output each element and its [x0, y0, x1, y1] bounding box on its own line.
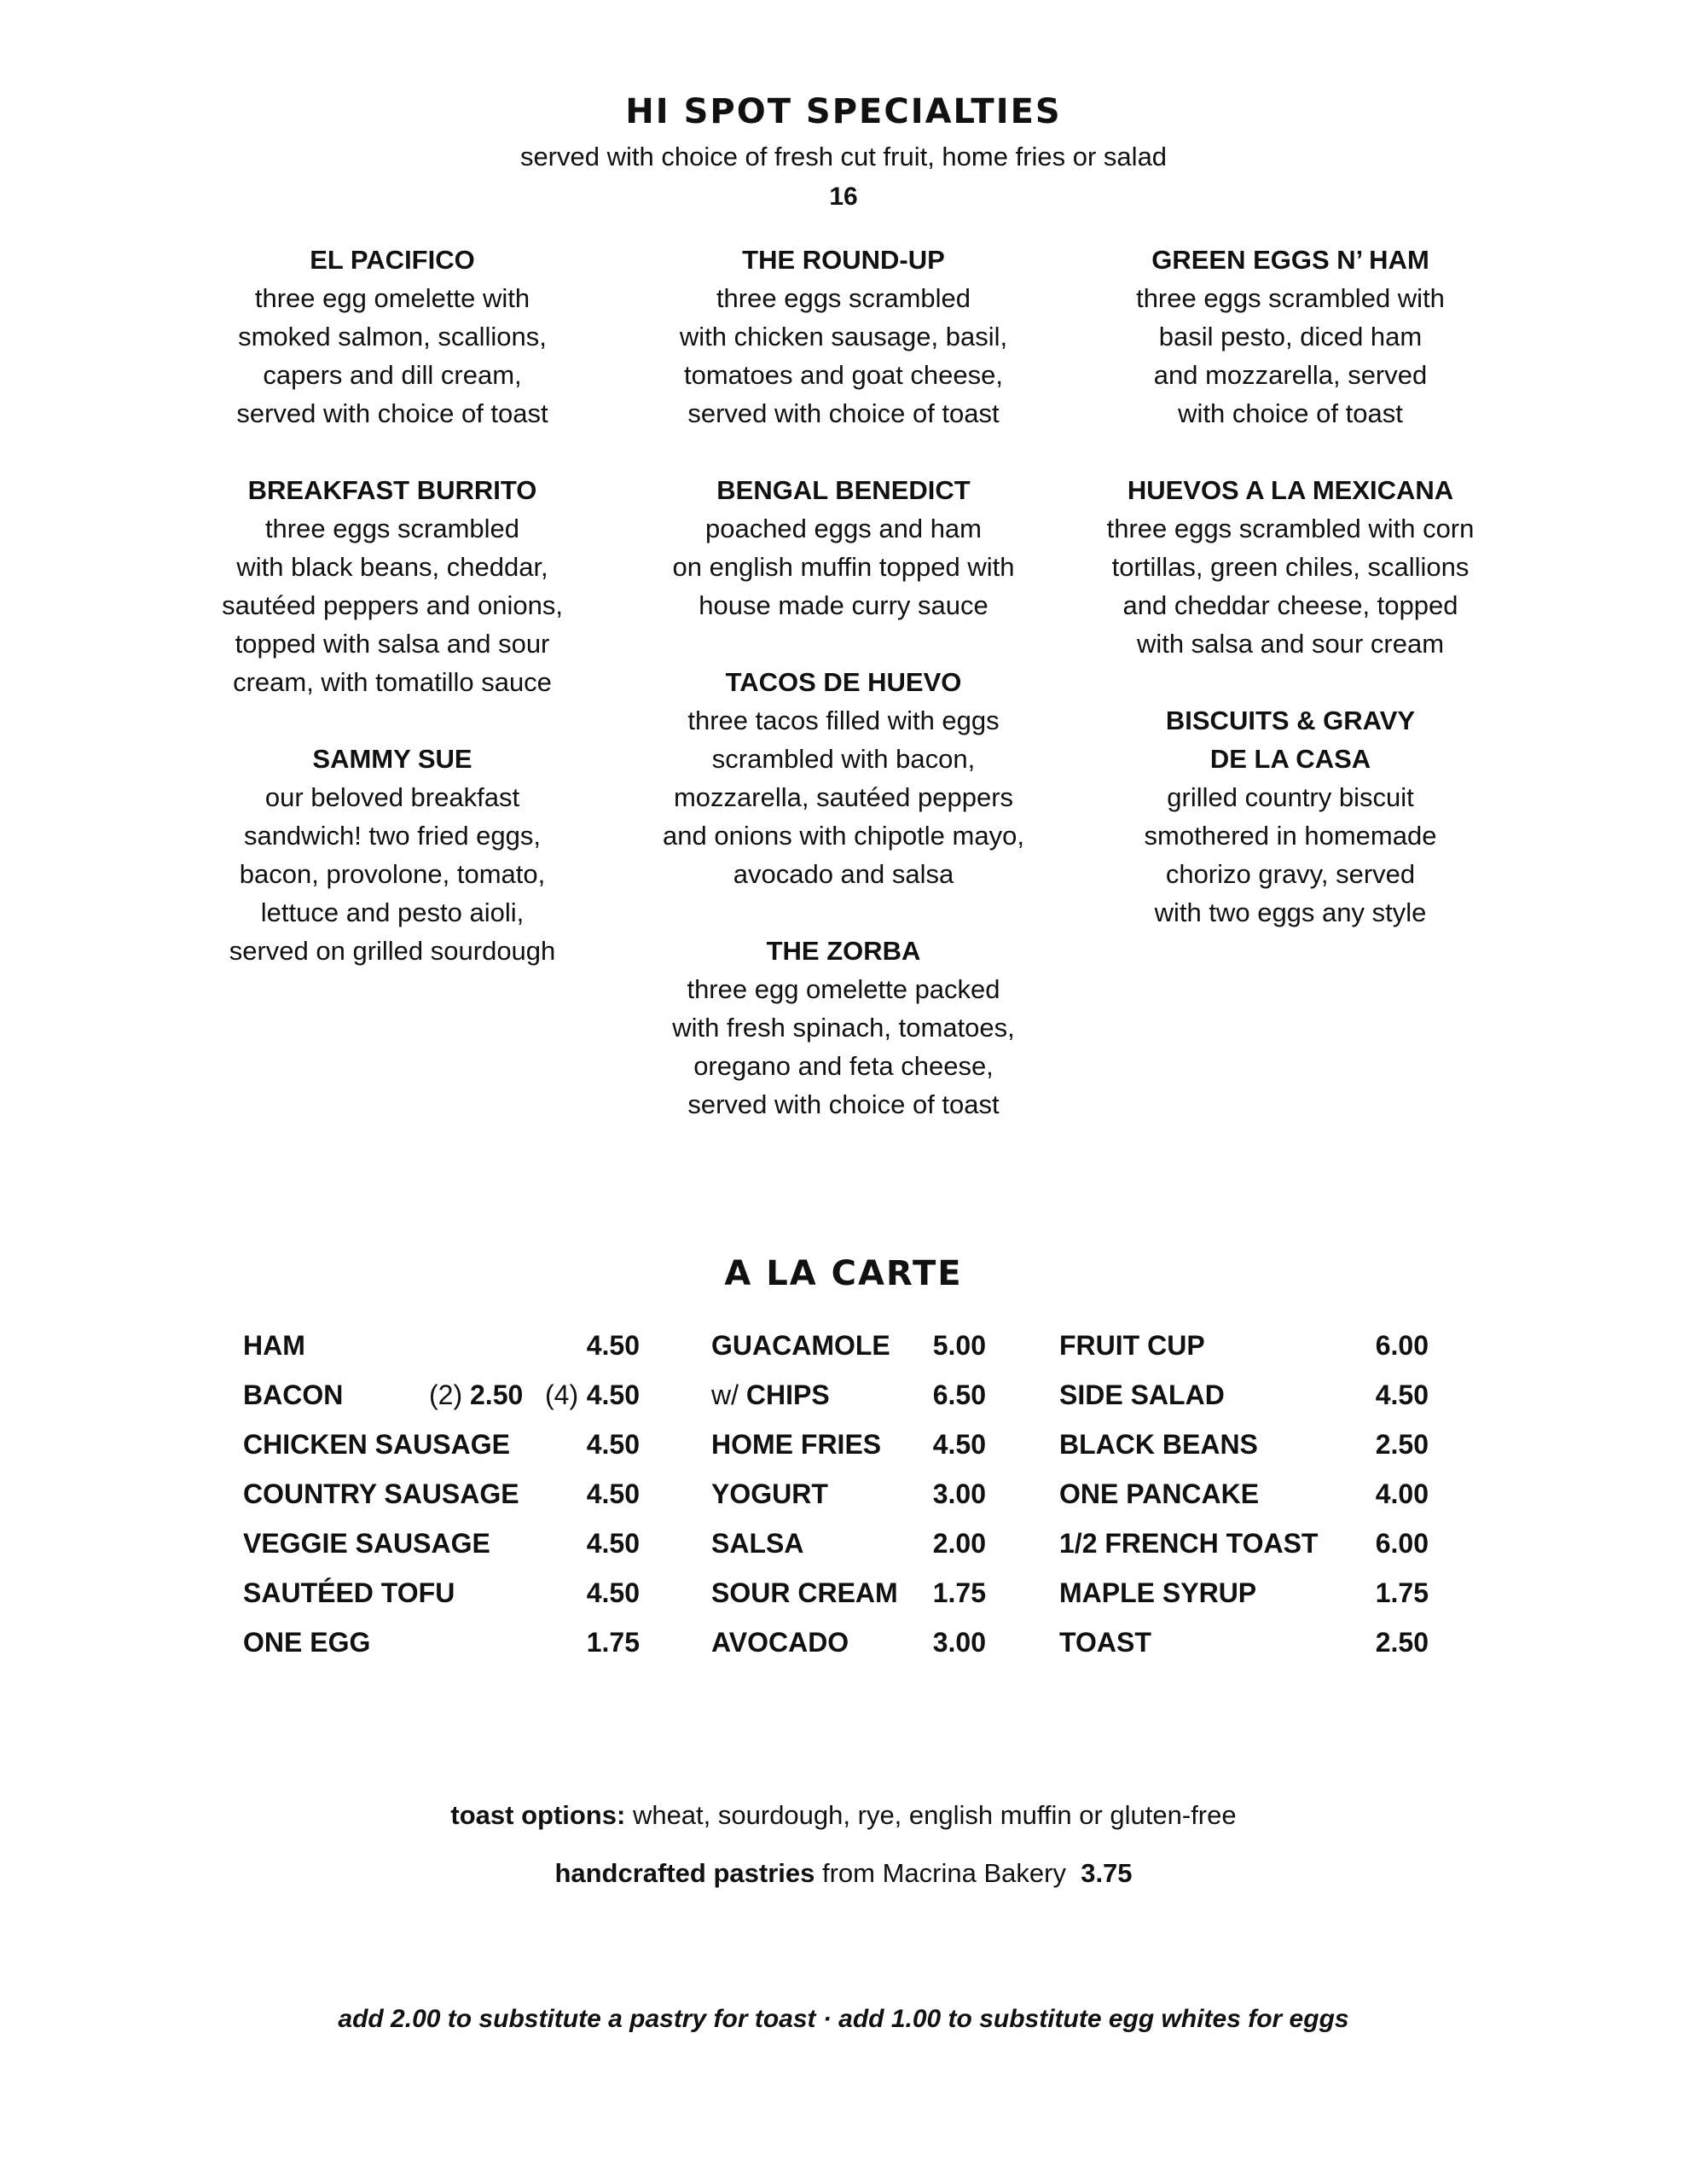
list-item [711, 1519, 986, 1568]
item-name: CHICKEN SAUSAGE [243, 1429, 510, 1460]
menu-item [656, 471, 1031, 624]
menu-item [1103, 241, 1478, 433]
item-price: 4.50 [586, 1478, 640, 1509]
specialties-subtitle: served with choice of fresh cut fruit, home fries or salad [519, 142, 1168, 171]
pastries-price: 3.75 [1081, 1858, 1133, 1888]
a-la-carte-column-3 [1059, 1321, 1429, 1667]
menu-item-name: THE ROUND-UP [742, 245, 945, 275]
list-item [243, 1618, 640, 1667]
list-item [243, 1519, 640, 1568]
toast-options-label: toast options: [450, 1800, 626, 1830]
list-item [711, 1469, 986, 1519]
item-name: ONE EGG [243, 1627, 371, 1658]
item-price: 2.50 [1375, 1429, 1429, 1460]
item-price: 6.00 [1375, 1528, 1429, 1559]
pastries-text: from Macrina Bakery [822, 1858, 1066, 1888]
item-price: 4.50 [586, 1429, 640, 1460]
menu-item [1103, 471, 1478, 663]
item-price: 3.00 [932, 1478, 986, 1509]
list-item [1059, 1420, 1429, 1469]
specialties-column-2 [656, 241, 1031, 1162]
item-price: 1.75 [1375, 1577, 1429, 1608]
item-name: YOGURT [711, 1478, 828, 1509]
list-item [243, 1370, 640, 1420]
item-name: MAPLE SYRUP [1059, 1577, 1257, 1608]
menu-item-description: grilled country biscuit smothered in homemade chorizo gravy, served with two eggs any style [1144, 782, 1437, 927]
menu-item-name: BISCUITS & GRAVY DE LA CASA [1165, 706, 1416, 774]
list-item [243, 1321, 640, 1370]
specialties-title: HI SPOT SPECIALTIES [625, 92, 1062, 131]
item-prefix: w/ [711, 1380, 739, 1410]
item-name: AVOCADO [711, 1627, 849, 1658]
item-name: SAUTÉED TOFU [243, 1577, 455, 1608]
list-item [1059, 1568, 1429, 1618]
item-price: 6.50 [932, 1380, 986, 1410]
menu-item [656, 932, 1031, 1124]
toast-options-text: wheat, sourdough, rye, english muffin or gluten-free [632, 1800, 1237, 1830]
item-name: SOUR CREAM [711, 1577, 898, 1608]
item-price: 4.50 [586, 1330, 640, 1361]
option-price: 2.50 [470, 1380, 524, 1410]
item-name: BLACK BEANS [1059, 1429, 1258, 1460]
menu-item [656, 663, 1031, 893]
item-name: FRUIT CUP [1059, 1330, 1205, 1361]
list-item [243, 1420, 640, 1469]
item-name: 1/2 FRENCH TOAST [1059, 1528, 1319, 1559]
menu-item-description: poached eggs and ham on english muffin topped with house made curry sauce [672, 514, 1015, 620]
menu-item [205, 471, 580, 701]
list-item [711, 1568, 986, 1618]
menu-item-description: three eggs scrambled with basil pesto, diced ham and mozzarella, served with choice of toast [1136, 283, 1445, 428]
list-item [711, 1321, 986, 1370]
list-item [711, 1618, 986, 1667]
list-item [711, 1420, 986, 1469]
list-item [1059, 1469, 1429, 1519]
item-name: HAM [243, 1330, 305, 1361]
list-item [711, 1370, 986, 1420]
menu-item-name: SAMMY SUE [312, 744, 472, 774]
a-la-carte-column-2 [711, 1321, 986, 1667]
specialties-column-3 [1103, 241, 1478, 970]
menu-item-description: three eggs scrambled with corn tortillas, green chiles, scallions and cheddar cheese, topped with salsa and sour cream [1106, 514, 1475, 659]
item-price: 4.50 [586, 1380, 640, 1410]
menu-item-name: EL PACIFICO [310, 245, 475, 275]
item-price: 4.50 [586, 1528, 640, 1559]
menu-item [1103, 701, 1478, 932]
item-name: SALSA [711, 1528, 804, 1559]
list-item [243, 1568, 640, 1618]
item-price: 1.75 [586, 1627, 640, 1658]
menu-item [205, 740, 580, 970]
item-price: 2.00 [932, 1528, 986, 1559]
item-name: ONE PANCAKE [1059, 1478, 1260, 1509]
item-price: 5.00 [932, 1330, 986, 1361]
item-name: VEGGIE SAUSAGE [243, 1528, 490, 1559]
menu-item [656, 241, 1031, 433]
menu-item-name: BREAKFAST BURRITO [247, 475, 537, 505]
item-price: 2.50 [1375, 1627, 1429, 1658]
option-label: (2) [429, 1380, 463, 1410]
item-name: HOME FRIES [711, 1429, 882, 1460]
menu-item-name: BENGAL BENEDICT [716, 475, 971, 505]
toast-options-note [0, 1800, 1687, 1831]
menu-item-description: three eggs scrambled with black beans, cheddar, sautéed peppers and onions, topped with salsa and sour cream, with tomatillo sauce [222, 514, 563, 697]
item-price: 4.50 [586, 1577, 640, 1608]
menu-item-name: GREEN EGGS N’ HAM [1151, 245, 1429, 275]
list-item [1059, 1321, 1429, 1370]
specialties-column-1 [205, 241, 580, 1008]
item-price: 4.50 [932, 1429, 986, 1460]
item-price: 3.00 [932, 1627, 986, 1658]
specialties-price: 16 [829, 183, 858, 211]
list-item [243, 1469, 640, 1519]
menu-item-description: three egg omelette packed with fresh spinach, tomatoes, oregano and feta cheese, served with choice of toast [672, 974, 1015, 1119]
item-price: 1.75 [932, 1577, 986, 1608]
a-la-carte-title: A LA CARTE [724, 1254, 963, 1293]
menu-item-description: three egg omelette with smoked salmon, scallions, capers and dill cream, served with choice of toast [236, 283, 548, 428]
item-name: BACON [243, 1380, 344, 1410]
item-name: SIDE SALAD [1059, 1380, 1225, 1410]
menu-item-description: three tacos filled with eggs scrambled with bacon, mozzarella, sautéed peppers and onions with chipotle mayo, avocado and salsa [663, 706, 1024, 889]
item-name: COUNTRY SAUSAGE [243, 1478, 519, 1509]
item-option [429, 1370, 523, 1420]
list-item [1059, 1618, 1429, 1667]
item-name: TOAST [1059, 1627, 1151, 1658]
menu-item-name: HUEVOS A LA MEXICANA [1127, 475, 1454, 505]
pastries-note [0, 1858, 1687, 1889]
menu-item-name: THE ZORBA [766, 936, 921, 966]
menu-item-description: our beloved breakfast sandwich! two fried eggs, bacon, provolone, tomato, lettuce and pesto aioli, served on grilled sourdough [229, 782, 556, 966]
option-label: (4) [545, 1380, 579, 1410]
menu-item [205, 241, 580, 433]
menu-item-name: TACOS DE HUEVO [725, 667, 962, 697]
item-price: 6.00 [1375, 1330, 1429, 1361]
menu-item-description: three eggs scrambled with chicken sausage, basil, tomatoes and goat cheese, served with choice of toast [679, 283, 1008, 428]
a-la-carte-column-1 [243, 1321, 640, 1667]
item-price: 4.00 [1375, 1478, 1429, 1509]
item-name: CHIPS [745, 1380, 830, 1410]
item-name: GUACAMOLE [711, 1330, 890, 1361]
list-item [1059, 1519, 1429, 1568]
substitution-footer: add 2.00 to substitute a pastry for toast · add 1.00 to substitute egg whites for eggs [338, 2005, 1349, 2033]
item-price: 4.50 [1375, 1380, 1429, 1410]
pastries-label: handcrafted pastries [554, 1858, 815, 1888]
list-item [1059, 1370, 1429, 1420]
